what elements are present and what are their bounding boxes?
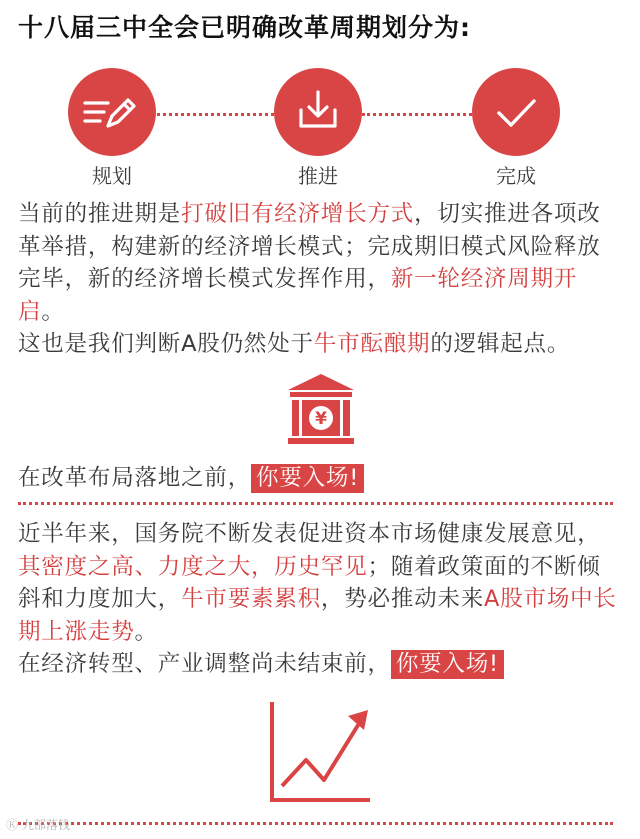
section2-text xyxy=(18,518,623,681)
step-complete xyxy=(472,68,560,156)
plan-pen-icon xyxy=(68,68,156,156)
highlight-text: A股市场中长期上涨走势 xyxy=(18,586,617,645)
text-span: 的逻辑起点。 xyxy=(430,331,571,357)
section1-paragraph2 xyxy=(18,328,623,361)
highlight-text: 其密度之高、力度之大，历史罕见 xyxy=(18,553,368,580)
step-connector xyxy=(362,113,472,116)
page-title: 十八届三中全会已明确改革周期划分为: xyxy=(18,13,471,42)
text-span: 。 xyxy=(41,298,65,325)
highlight-text: 牛市酝酿期 xyxy=(313,331,431,357)
text-span: 当前的推进期是 xyxy=(18,201,182,227)
section1-text xyxy=(18,198,623,361)
enter-market-badge: 你要入场! xyxy=(251,464,364,493)
highlight-text: 新一轮经济周期开启 xyxy=(18,266,578,325)
cta1-line xyxy=(18,462,623,495)
cta1-text: 在改革布局落地之前， xyxy=(18,465,252,491)
text-span: 。 xyxy=(134,618,158,645)
text-span: 近半年来，国务院不断发表促进资本市场健康发展意见， xyxy=(18,521,601,547)
section-divider xyxy=(18,502,613,505)
text-span: 这也是我们判断A股仍然处于 xyxy=(18,331,314,357)
watermark: Ⓚ 九部落钱 xyxy=(6,818,70,832)
highlight-text: 打破旧有经济增长方式 xyxy=(181,201,415,227)
highlight-text: 牛市要素累积 xyxy=(181,586,321,612)
step-connector xyxy=(152,113,274,116)
section1-paragraph1 xyxy=(18,198,623,328)
step-label-advance: 推进 xyxy=(298,164,338,188)
text-span: ；随着政策面的不断倾斜和力度加大， xyxy=(18,553,601,612)
step-advance xyxy=(274,68,362,156)
step-label-complete: 完成 xyxy=(496,164,536,188)
section2-paragraph2 xyxy=(18,648,623,681)
text-span: ，切实推进各项改革举措，构建新的经济增长模式；完成期旧模式风险释放完毕，新的经济增长模式发挥作用， xyxy=(18,201,601,292)
text-span: 在经济转型、产业调整尚未结束前， xyxy=(18,651,391,677)
reform-cycle-steps xyxy=(0,68,640,193)
trend-up-icon xyxy=(268,700,374,804)
step-plan xyxy=(68,68,156,156)
step-label-plan: 规划 xyxy=(92,164,132,188)
section2-paragraph1 xyxy=(18,518,623,648)
svg-text:¥: ¥ xyxy=(315,409,327,429)
enter-market-badge: 你要入场! xyxy=(391,650,504,679)
download-tray-icon xyxy=(274,68,362,156)
text-span: ，势必推动未来 xyxy=(320,586,485,612)
checkmark-icon xyxy=(472,68,560,156)
bottom-divider xyxy=(18,822,613,825)
bank-yuan-icon xyxy=(286,372,356,446)
